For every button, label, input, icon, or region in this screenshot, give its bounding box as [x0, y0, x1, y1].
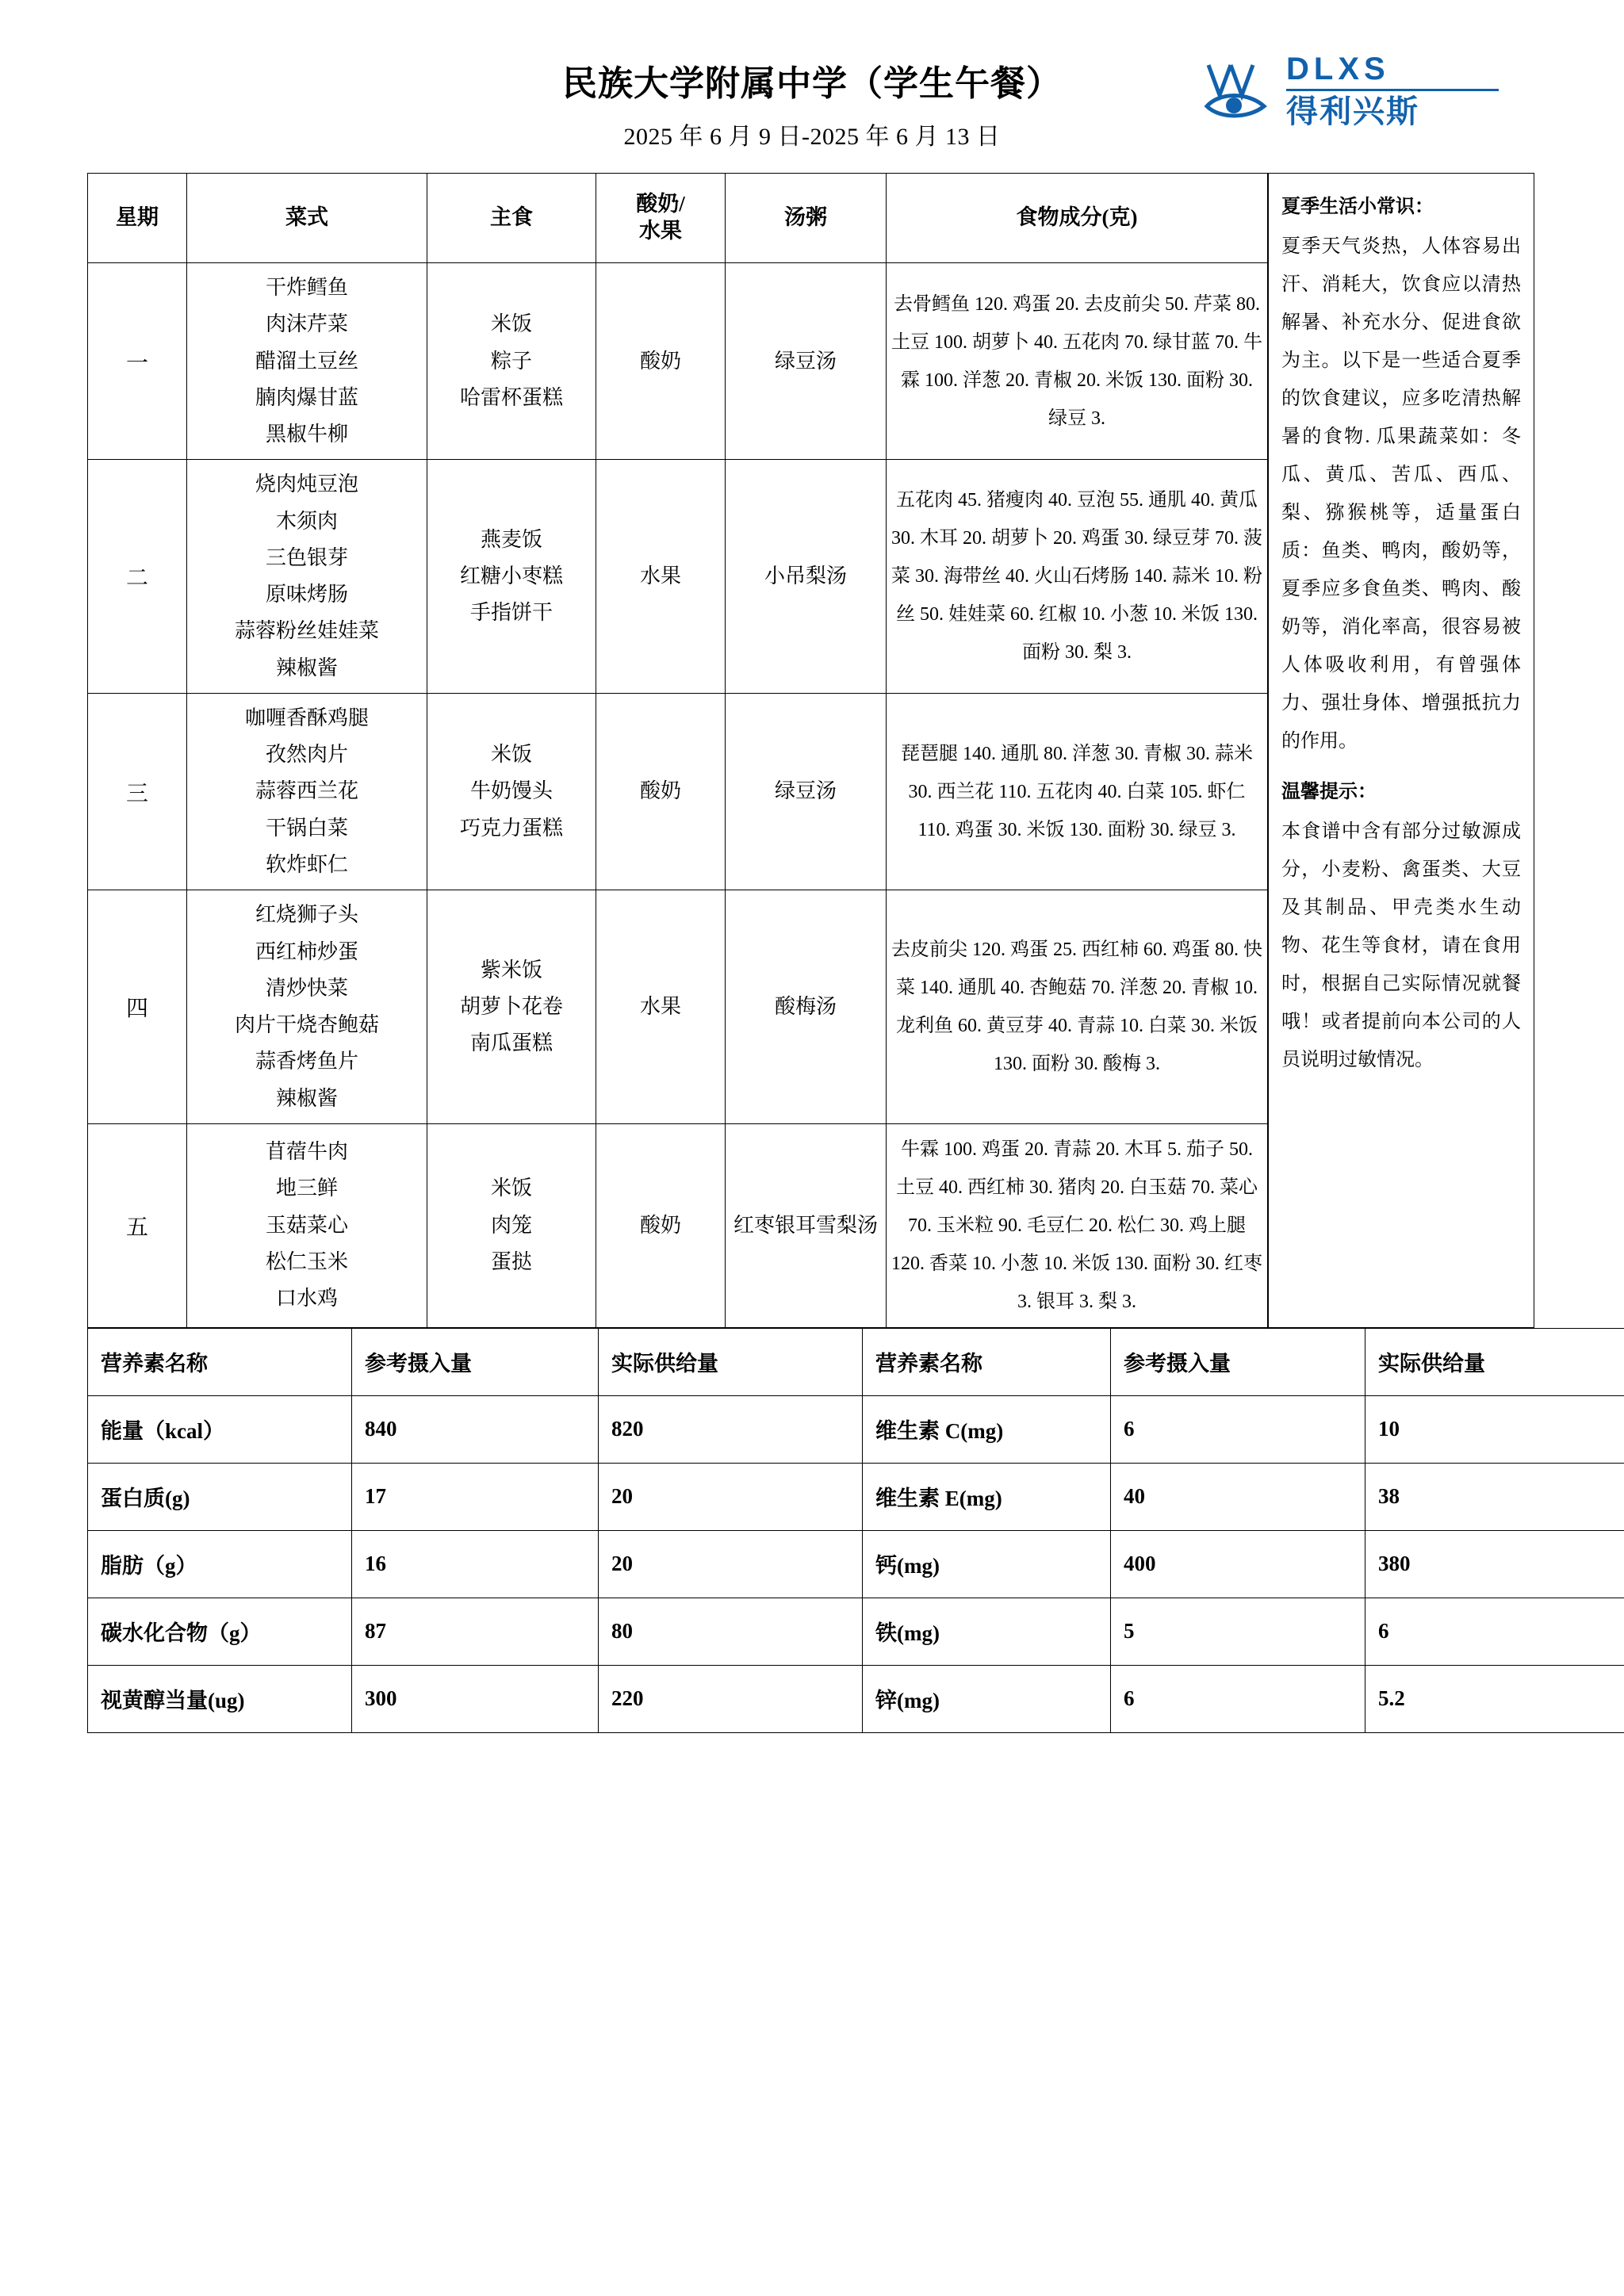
logo-en-text: DLXS [1286, 52, 1390, 86]
cell-nutrient-reference: 17 [352, 1463, 599, 1530]
cell-nutrient-reference: 87 [352, 1598, 599, 1665]
cell-yogurt-fruit: 酸奶 [596, 1123, 726, 1327]
cell-soup: 绿豆汤 [726, 263, 887, 460]
cell-yogurt-fruit: 酸奶 [596, 693, 726, 890]
cell-nutrient-name: 碳水化合物（g） [88, 1598, 352, 1665]
cell-yogurt-fruit: 水果 [596, 890, 726, 1124]
cell-ingredients: 去骨鳕鱼 120. 鸡蛋 20. 去皮前尖 50. 芹菜 80. 土豆 100. 胡萝卜 40. 五花肉 70. 绿甘蓝 70. 牛霖 100. 洋葱 20. 青椒 20. 米饭 130. 面粉 30. 绿豆 3. [887, 263, 1268, 460]
column-header-yogurt-fruit-line2: 水果 [639, 219, 682, 243]
table-row [88, 263, 1268, 460]
cell-ingredients: 五花肉 45. 猪瘦肉 40. 豆泡 55. 通肌 40. 黄瓜 30. 木耳 20. 胡萝卜 20. 鸡蛋 30. 绿豆芽 70. 菠菜 30. 海带丝 40. 火山石烤肠 140. 蒜米 10. 粉丝 50. 娃娃菜 60. 红椒 10. 小葱 10. 米饭 130. 面粉 30. 梨 3. [887, 460, 1268, 694]
menu-table [87, 173, 1268, 1328]
cell-day: 五 [88, 1123, 187, 1327]
tips-heading-summer: 夏季生活小常识： [1281, 197, 1434, 217]
cell-soup: 小吊梨汤 [726, 460, 887, 694]
column-header-ingredients: 食物成分(克) [887, 174, 1268, 263]
nutrition-column-header-name-right: 营养素名称 [863, 1328, 1111, 1395]
cell-day: 四 [88, 890, 187, 1124]
cell-nutrient-reference: 400 [1111, 1530, 1365, 1598]
cell-dish: 烧肉炖豆泡 木须肉 三色银芽 原味烤肠 蒜蓉粉丝娃娃菜 辣椒酱 [187, 460, 427, 694]
cell-soup: 酸梅汤 [726, 890, 887, 1124]
cell-nutrient-actual: 80 [599, 1598, 863, 1665]
nutrition-column-header-reference-left: 参考摄入量 [352, 1328, 599, 1395]
cell-dish: 咖喱香酥鸡腿 孜然肉片 蒜蓉西兰花 干锅白菜 软炸虾仁 [187, 693, 427, 890]
cell-nutrient-actual: 820 [599, 1395, 863, 1463]
tips-column [1268, 173, 1534, 1328]
nutrition-column-header-actual-left: 实际供给量 [599, 1328, 863, 1395]
cell-nutrient-actual: 6 [1365, 1598, 1624, 1665]
cell-ingredients: 牛霖 100. 鸡蛋 20. 青蒜 20. 木耳 5. 茄子 50. 土豆 40. 西红柿 30. 猪肉 20. 白玉菇 70. 菜心 70. 玉米粒 90. 毛豆仁 20. 松仁 30. 鸡上腿 120. 香菜 10. 小葱 10. 米饭 130. 面粉 30. 红枣 3. 银耳 3. 梨 3. [887, 1123, 1268, 1327]
logo-eye-icon [1204, 60, 1280, 121]
page-title: 民族大学附属中学（学生午餐） [562, 64, 1062, 103]
tips-heading-warning: 温馨提示： [1281, 782, 1377, 802]
cell-nutrient-name: 蛋白质(g) [88, 1463, 352, 1530]
cell-nutrient-actual: 38 [1365, 1463, 1624, 1530]
cell-nutrient-actual: 20 [599, 1463, 863, 1530]
cell-staple: 米饭 粽子 哈雷杯蛋糕 [427, 263, 596, 460]
cell-ingredients: 琵琶腿 140. 通肌 80. 洋葱 30. 青椒 30. 蒜米 30. 西兰花 110. 五花肉 40. 白菜 105. 虾仁 110. 鸡蛋 30. 米饭 130. 面粉 30. 绿豆 3. [887, 693, 1268, 890]
cell-nutrient-name: 铁(mg) [863, 1598, 1111, 1665]
tips-spacer [1281, 760, 1521, 773]
cell-nutrient-reference: 840 [352, 1395, 599, 1463]
nutrition-column-header-actual-right: 实际供给量 [1365, 1328, 1624, 1395]
logo-cn-text: 得利兴斯 [1286, 94, 1419, 129]
cell-nutrient-name: 视黄醇当量(ug) [88, 1665, 352, 1732]
cell-nutrient-reference: 6 [1111, 1665, 1365, 1732]
cell-staple: 米饭 牛奶馒头 巧克力蛋糕 [427, 693, 596, 890]
cell-nutrient-actual: 220 [599, 1665, 863, 1732]
cell-nutrient-reference: 5 [1111, 1598, 1365, 1665]
cell-nutrient-actual: 5.2 [1365, 1665, 1624, 1732]
table-row [88, 890, 1268, 1124]
cell-nutrient-actual: 10 [1365, 1395, 1624, 1463]
column-header-staple: 主食 [427, 174, 596, 263]
document-header [87, 32, 1537, 159]
cell-yogurt-fruit: 酸奶 [596, 263, 726, 460]
cell-day: 三 [88, 693, 187, 890]
column-header-day: 星期 [88, 174, 187, 263]
menu-body [88, 263, 1268, 1328]
table-row [88, 1395, 1624, 1463]
cell-soup: 绿豆汤 [726, 693, 887, 890]
cell-nutrient-actual: 380 [1365, 1530, 1624, 1598]
cell-staple: 米饭 肉笼 蛋挞 [427, 1123, 596, 1327]
table-row [88, 1123, 1268, 1327]
nutrition-column-header-reference-right: 参考摄入量 [1111, 1328, 1365, 1395]
menu-section [87, 173, 1537, 1328]
tips-body-summer: 夏季天气炎热，人体容易出汗、消耗大，饮食应以清热解暑、补充水分、促进食欲为主。以下是一些适合夏季的饮食建议，应多吃清热解暑的食物. 瓜果蔬菜如：冬瓜、黄瓜、苦瓜、西瓜、梨、猕猴桃等，适量蛋白质：鱼类、鸭肉，酸奶等，夏季应多食鱼类、鸭肉、酸奶等，消化率高，很容易被人体吸收利用，有曾强体力、强壮身体、增强抵抗力的作用。 [1281, 236, 1521, 752]
table-row [88, 1665, 1624, 1732]
cell-nutrient-name: 维生素 E(mg) [863, 1463, 1111, 1530]
cell-nutrient-name: 锌(mg) [863, 1665, 1111, 1732]
cell-nutrient-reference: 16 [352, 1530, 599, 1598]
cell-day: 一 [88, 263, 187, 460]
cell-yogurt-fruit: 水果 [596, 460, 726, 694]
cell-staple: 紫米饭 胡萝卜花卷 南瓜蛋糕 [427, 890, 596, 1124]
table-row [88, 460, 1268, 694]
table-row [88, 1598, 1624, 1665]
table-row [88, 693, 1268, 890]
nutrition-header-row [88, 1328, 1624, 1395]
nutrition-table [87, 1328, 1624, 1733]
cell-nutrient-reference: 6 [1111, 1395, 1365, 1463]
logo-text [1286, 53, 1499, 128]
cell-staple: 燕麦饭 红糖小枣糕 手指饼干 [427, 460, 596, 694]
cell-nutrient-name: 维生素 C(mg) [863, 1395, 1111, 1463]
cell-soup: 红枣银耳雪梨汤 [726, 1123, 887, 1327]
cell-nutrient-name: 能量（kcal） [88, 1395, 352, 1463]
date-range: 2025 年 6 月 9 日-2025 年 6 月 13 日 [623, 123, 1001, 150]
column-header-dish: 菜式 [187, 174, 427, 263]
column-header-yogurt-fruit-line1: 酸奶/ [636, 192, 685, 216]
cell-ingredients: 去皮前尖 120. 鸡蛋 25. 西红柿 60. 鸡蛋 80. 快菜 140. 通肌 40. 杏鲍菇 70. 洋葱 20. 青椒 10. 龙利鱼 60. 黄豆芽 40. 青蒜 10. 白菜 30. 米饭 130. 面粉 30. 酸梅 3. [887, 890, 1268, 1124]
menu-header-row [88, 174, 1268, 263]
cell-nutrient-reference: 300 [352, 1665, 599, 1732]
table-row [88, 1530, 1624, 1598]
tips-body-warning: 本食谱中含有部分过敏源成分，小麦粉、禽蛋类、大豆及其制品、甲壳类水生动物、花生等食材，请在食用时，根据自己实际情况就餐哦！或者提前向本公司的人员说明过敏情况。 [1281, 821, 1521, 1070]
cell-dish: 红烧狮子头 西红柿炒蛋 清炒快菜 肉片干烧杏鲍菇 蒜香烤鱼片 辣椒酱 [187, 890, 427, 1124]
company-logo [1204, 54, 1521, 127]
column-header-soup: 汤粥 [726, 174, 887, 263]
cell-nutrient-reference: 40 [1111, 1463, 1365, 1530]
cell-nutrient-actual: 20 [599, 1530, 863, 1598]
cell-dish: 苜蓿牛肉 地三鲜 玉菇菜心 松仁玉米 口水鸡 [187, 1123, 427, 1327]
cell-day: 二 [88, 460, 187, 694]
column-header-yogurt-fruit [596, 174, 726, 263]
cell-nutrient-name: 脂肪（g） [88, 1530, 352, 1598]
logo-divider [1286, 89, 1499, 91]
cell-dish: 干炸鳕鱼 肉沫芹菜 醋溜土豆丝 腩肉爆甘蓝 黑椒牛柳 [187, 263, 427, 460]
cell-nutrient-name: 钙(mg) [863, 1530, 1111, 1598]
table-row [88, 1463, 1624, 1530]
nutrition-column-header-name-left: 营养素名称 [88, 1328, 352, 1395]
